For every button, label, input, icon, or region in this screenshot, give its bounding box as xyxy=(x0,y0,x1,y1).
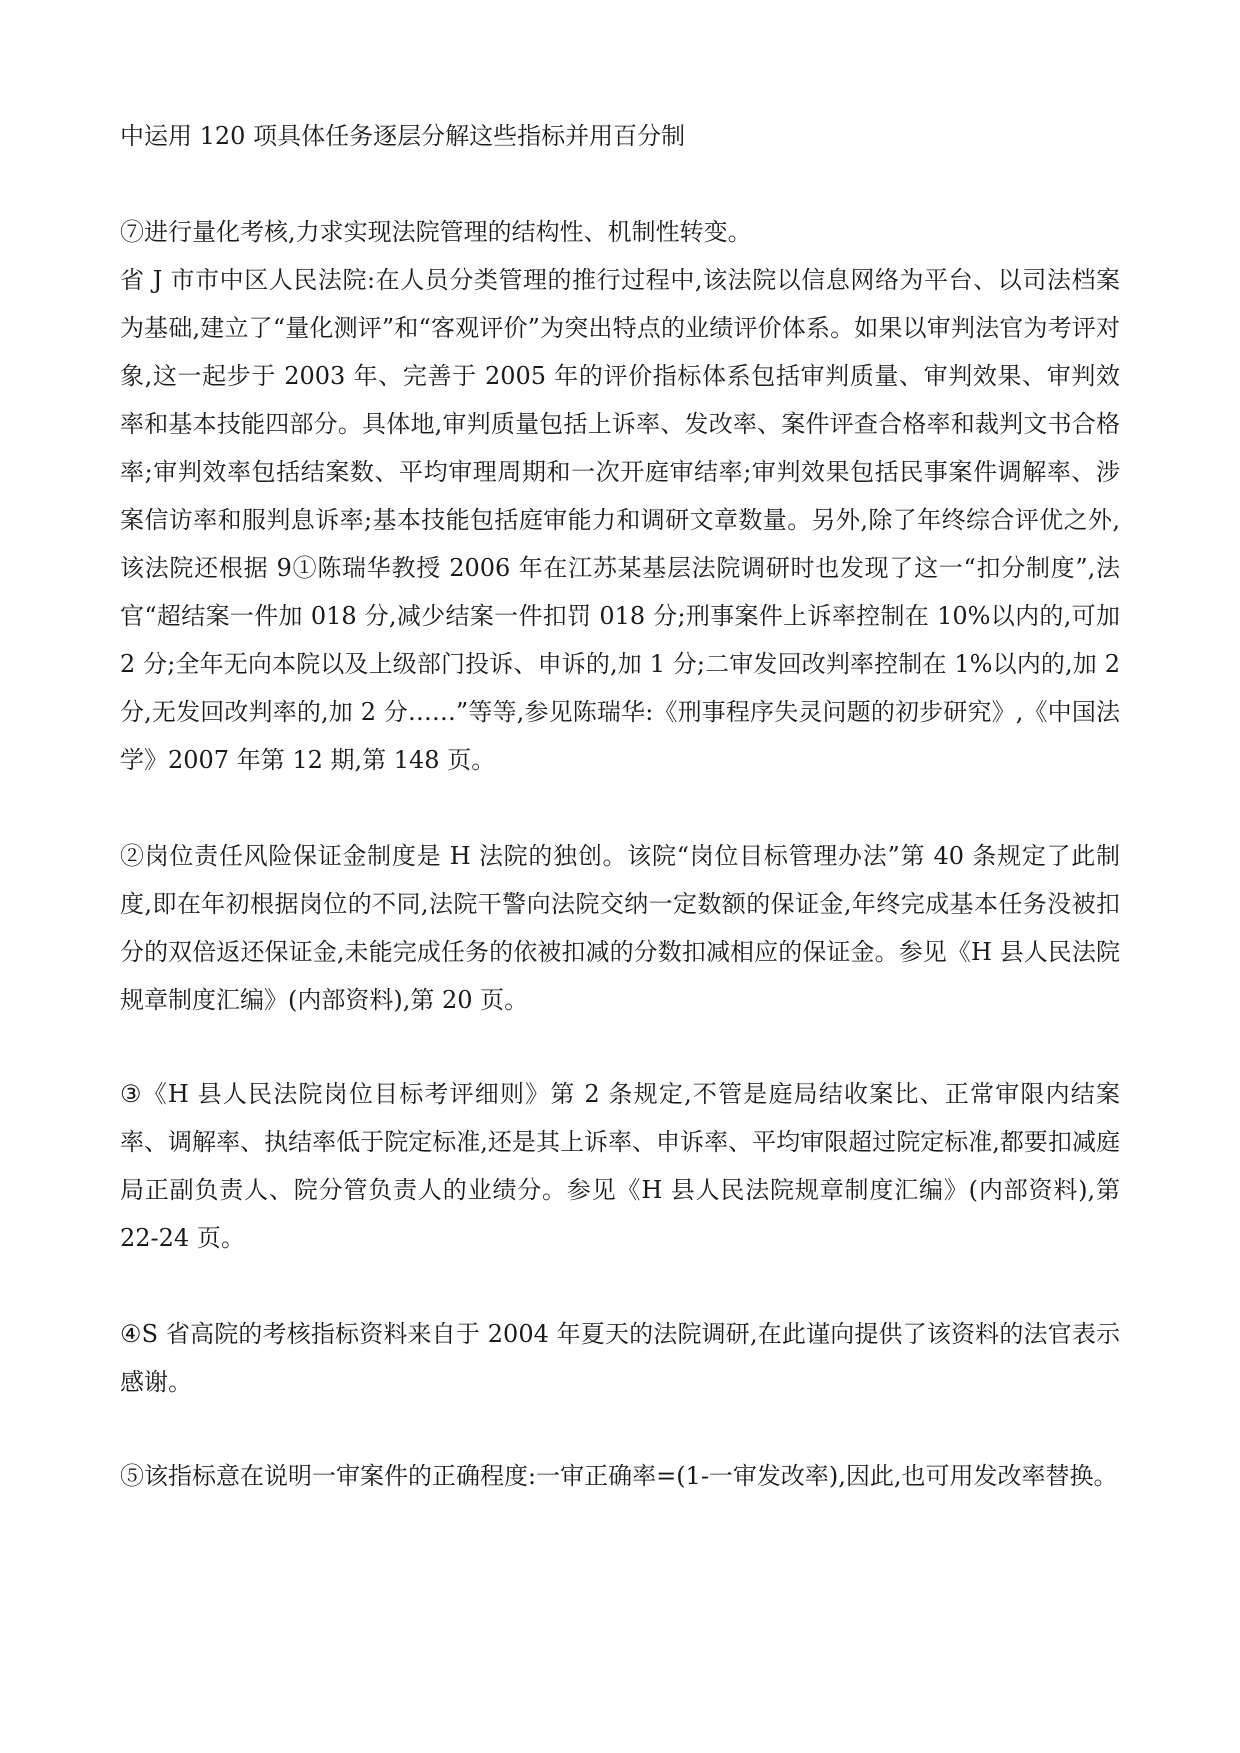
footnote-2: ②岗位责任风险保证金制度是 H 法院的独创。该院“岗位目标管理办法”第 40 条规定了此制度,即在年初根据岗位的不同,法院干警向法院交纳一定数额的保证金,年终完成基本任务没被扣分的双倍返还保证金,未能完成任务的依被扣减的分数扣减相应的保证金。参见《H 县人民法院规章制度汇编》(内部资料),第 20 页。 xyxy=(120,842,1120,1014)
footnote-5: ⑤该指标意在说明一审案件的正确程度:一审正确率=(1-一审发改率),因此,也可用发改率替换。 xyxy=(120,1462,1118,1490)
footnote-7-detail: 省 J 市市中区人民法院:在人员分类管理的推行过程中,该法院以信息网络为平台、以司法档案为基础,建立了“量化测评”和“客观评价”为突出特点的业绩评价体系。如果以审判法官为考评对象,这一起步于 2003 年、完善于 2005 年的评价指标体系包括审判质量、审判效果、审判效率和基本技能四部分。具体地,审判质量包括上诉率、发改率、案件评查合格率和裁判文书合格率;审判效率包括结案数、平均审理周期和一次开庭审结率;审判效果包括民事案件调解率、涉案信访率和服判息诉率;基本技能包括庭审能力和调研文章数量。另外,除了年终综合评优之外,该法院还根据 9①陈瑞华教授 2006 年在江苏某基层法院调研时也发现了这一“扣分制度”,法官“超结案一件加 018 分,减少结案一件扣罚 018 分;刑事案件上诉率控制在 10%以内的,可加 2 分;全年无向本院以及上级部门投诉、申诉的,加 1 分;二审发回改判率控制在 1%以内的,加 2 分,无发回改判率的,加 2 分……”等等,参见陈瑞华:《刑事程序失灵问题的初步研究》,《中国法学》2007 年第 12 期,第 148 页。 xyxy=(120,266,1120,774)
footnote-4: ④S 省高院的考核指标资料来自于 2004 年夏天的法院调研,在此谨向提供了该资料的法官表示感谢。 xyxy=(120,1320,1120,1396)
footnote-3: ③《H 县人民法院岗位目标考评细则》第 2 条规定,不管是庭局结收案比、正常审限内结案率、调解率、执结率低于院定标准,还是其上诉率、申诉率、平均审限超过院定标准,都要扣减庭局正副负责人、院分管负责人的业绩分。参见《H 县人民法院规章制度汇编》(内部资料),第 22-24 页。 xyxy=(120,1080,1120,1252)
paragraph-continuation: 中运用 120 项具体任务逐层分解这些指标并用百分制 xyxy=(120,122,686,150)
footnote-7: ⑦进行量化考核,力求实现法院管理的结构性、机制性转变。 xyxy=(120,218,752,246)
